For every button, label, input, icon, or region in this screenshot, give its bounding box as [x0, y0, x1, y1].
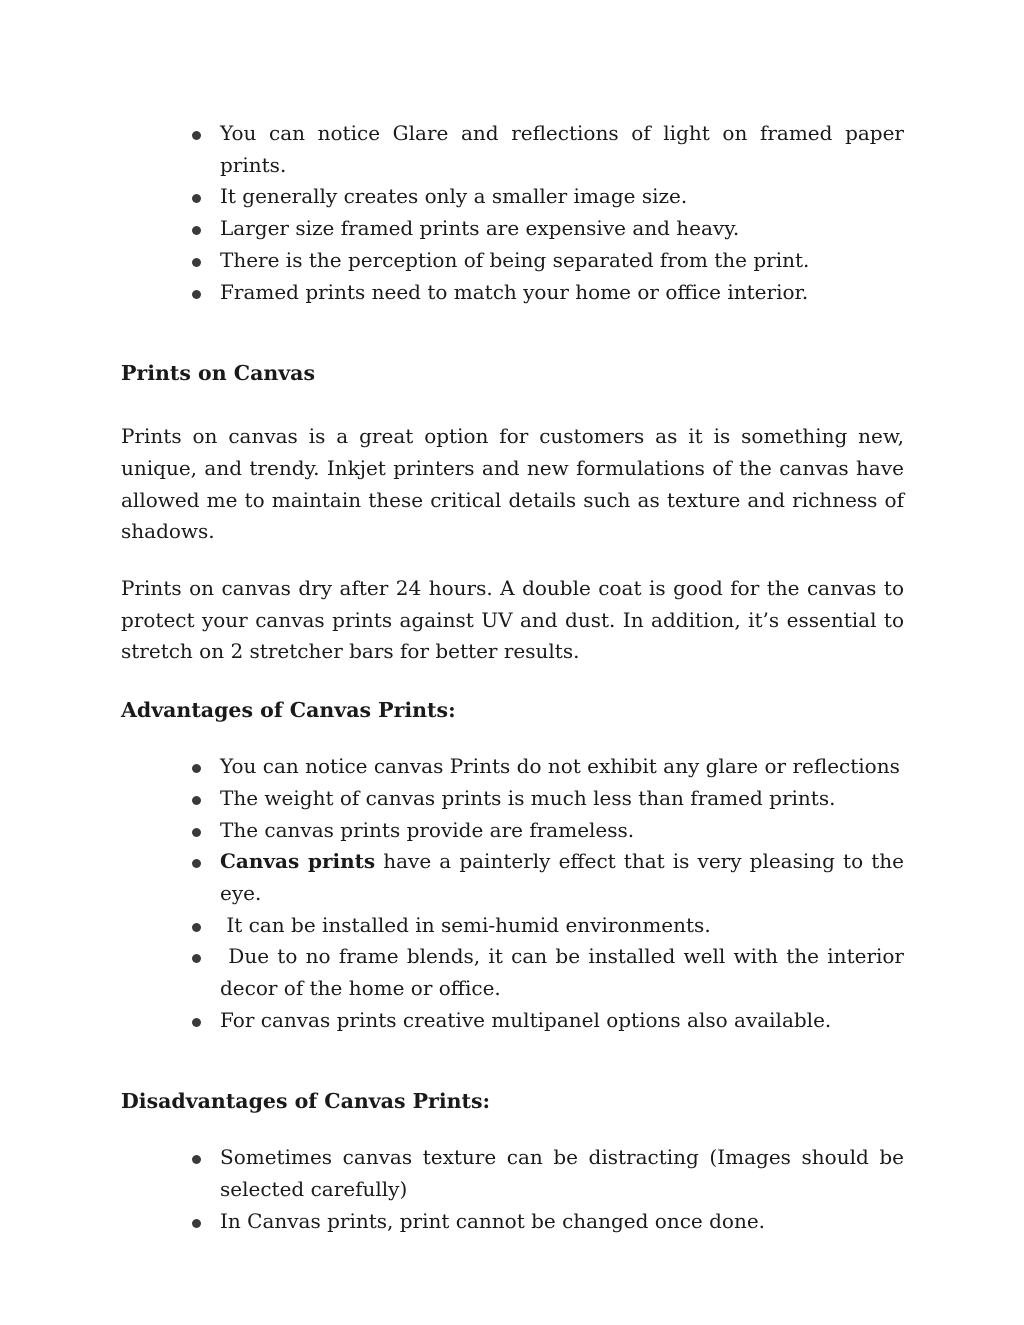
list-item: Framed prints need to match your home or office interior. — [220, 277, 904, 309]
list-item: Sometimes canvas texture can be distracting (Images should be selected carefully) — [220, 1142, 904, 1205]
list-item: You can notice canvas Prints do not exhibit any glare or reflections — [220, 751, 904, 783]
section-heading-advantages: Advantages of Canvas Prints: — [121, 698, 456, 723]
framed-prints-disadvantages-list — [121, 118, 904, 308]
bullet-icon — [192, 1155, 201, 1164]
advantages-list — [121, 751, 911, 1036]
list-item: There is the perception of being separated from the print. — [220, 245, 904, 277]
list-item: The canvas prints provide are frameless. — [220, 815, 904, 847]
bullet-icon — [192, 194, 201, 203]
list-item: Larger size framed prints are expensive and heavy. — [220, 213, 904, 245]
section-heading-prints-on-canvas: Prints on Canvas — [121, 361, 316, 386]
bullet-icon — [192, 954, 201, 963]
list-item: It can be installed in semi-humid environments. — [220, 910, 904, 942]
list-item: You can notice Glare and reflections of light on framed paper prints. — [220, 118, 904, 181]
bullet-icon — [192, 258, 201, 267]
list-item: Canvas prints have a painterly effect that is very pleasing to the eye. — [220, 846, 904, 909]
paragraph: Prints on canvas dry after 24 hours. A double coat is good for the canvas to protect your canvas prints against UV and dust. In addition, it’s essential to stretch on 2 stretcher bars for better results. — [121, 576, 904, 664]
list-item: The weight of canvas prints is much less than framed prints. — [220, 783, 904, 815]
list-item: Due to no frame blends, it can be installed well with the interior decor of the home or office. — [220, 941, 904, 1004]
bullet-icon — [192, 828, 201, 837]
disadvantages-list — [121, 1142, 904, 1237]
bullet-icon — [192, 764, 201, 773]
list-item: For canvas prints creative multipanel options also available. — [220, 1005, 904, 1037]
bullet-icon — [192, 859, 201, 868]
list-item: In Canvas prints, print cannot be changed once done. — [220, 1206, 904, 1238]
list-item: It generally creates only a smaller image size. — [220, 181, 904, 213]
bullet-icon — [192, 226, 201, 235]
document-page — [121, 118, 911, 1238]
bullet-icon — [192, 923, 201, 932]
bullet-icon — [192, 131, 201, 140]
bullet-icon — [192, 1018, 201, 1027]
bullet-icon — [192, 1219, 201, 1228]
bullet-icon — [192, 796, 201, 805]
canvas-prints-bold-text: Canvas prints — [220, 849, 376, 874]
bullet-icon — [192, 290, 201, 299]
section-heading-disadvantages: Disadvantages of Canvas Prints: — [121, 1089, 491, 1114]
paragraph: Prints on canvas is a great option for customers as it is something new, unique, and trendy. Inkjet printers and new formulations of the canvas have allowed me to maintain these critical details such as texture and richness of shadows. — [121, 424, 904, 544]
